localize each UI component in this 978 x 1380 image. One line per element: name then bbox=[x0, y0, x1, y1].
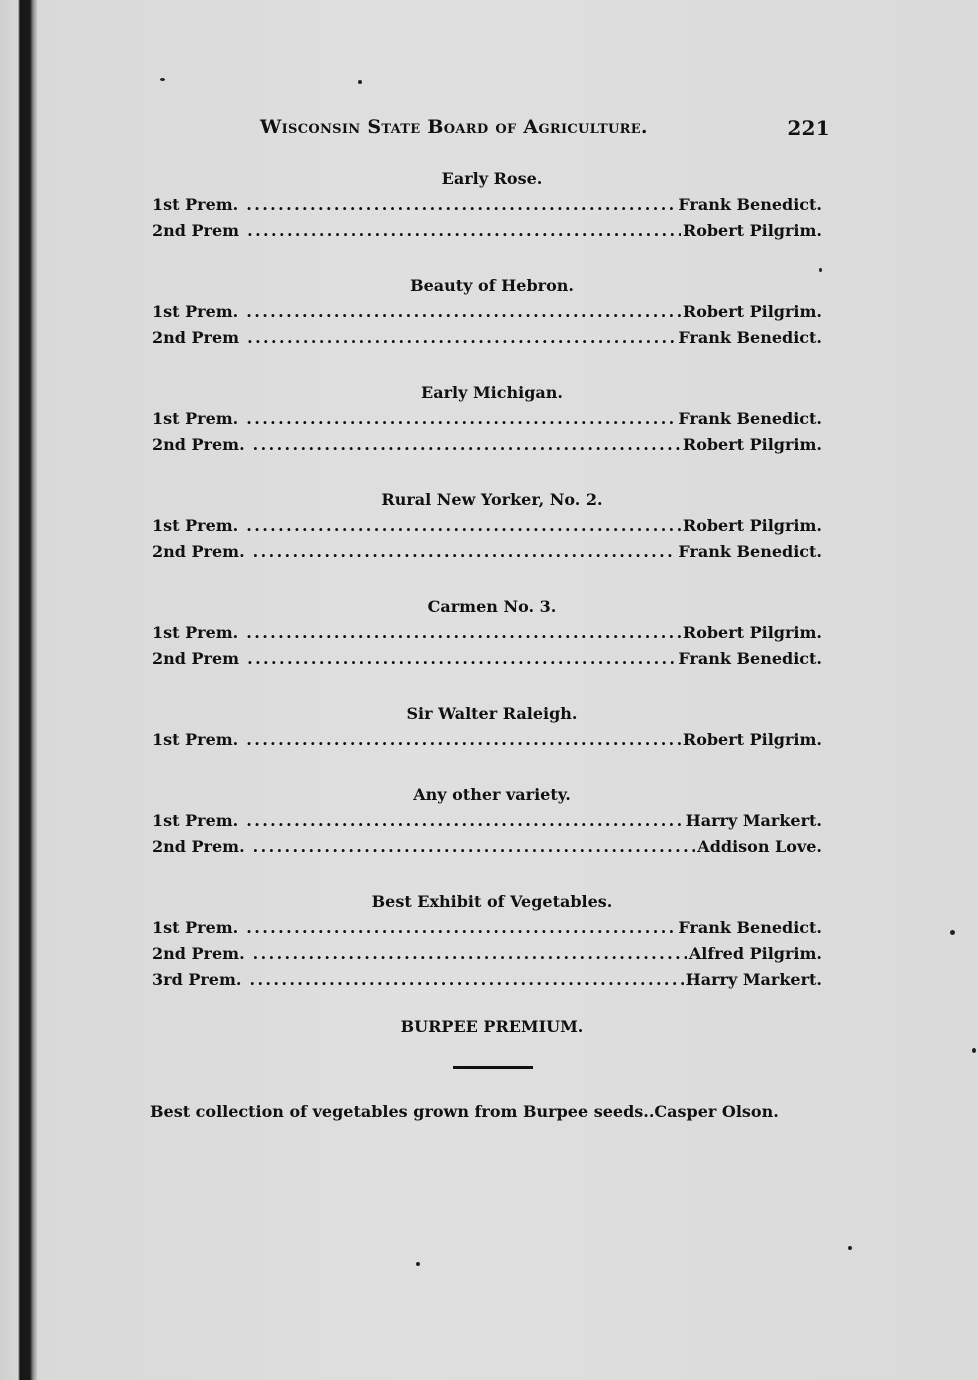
section-title: Any other variety. bbox=[413, 785, 571, 804]
premium-entry bbox=[152, 299, 822, 325]
running-title: Wisconsin State Board of Agriculture. bbox=[260, 116, 648, 138]
premium-entry bbox=[152, 620, 822, 646]
premium-entry bbox=[152, 192, 822, 218]
print-speck bbox=[416, 1262, 420, 1266]
book-spine-shadow bbox=[0, 0, 38, 1380]
section-sir-walter-raleigh bbox=[152, 701, 822, 753]
dot-leader bbox=[253, 539, 677, 565]
premium-label: 2nd Prem bbox=[152, 649, 240, 668]
premium-label: 3rd Prem. bbox=[152, 970, 242, 989]
dot-leader bbox=[246, 808, 683, 834]
document-page bbox=[38, 0, 978, 1380]
print-speck bbox=[950, 930, 955, 935]
dot-leader bbox=[247, 646, 676, 672]
section-title: Carmen No. 3. bbox=[427, 597, 557, 616]
dot-leader bbox=[253, 941, 687, 967]
print-speck bbox=[358, 80, 362, 84]
premium-entry bbox=[152, 834, 822, 860]
premium-entry bbox=[152, 513, 822, 539]
section-title: Early Rose. bbox=[441, 169, 543, 188]
premium-label: 1st Prem. bbox=[152, 811, 239, 830]
section-early-michigan bbox=[152, 380, 822, 458]
premium-winner: Robert Pilgrim. bbox=[682, 435, 822, 454]
premium-entry bbox=[152, 967, 822, 993]
premium-label: 2nd Prem bbox=[152, 328, 240, 347]
premium-label: 2nd Prem bbox=[152, 221, 240, 240]
section-title: Beauty of Hebron. bbox=[410, 276, 574, 295]
premium-label: 1st Prem. bbox=[152, 195, 239, 214]
premium-winner: Robert Pilgrim. bbox=[682, 221, 822, 240]
premium-winner: Frank Benedict. bbox=[678, 649, 822, 668]
premium-label: 2nd Prem. bbox=[152, 837, 245, 856]
premium-label: 1st Prem. bbox=[152, 623, 239, 642]
premium-label: 1st Prem. bbox=[152, 516, 239, 535]
premium-entry bbox=[152, 941, 822, 967]
section-title: Early Michigan. bbox=[421, 383, 563, 402]
premium-winner: Harry Markert. bbox=[685, 970, 822, 989]
dot-leader bbox=[246, 620, 681, 646]
print-speck bbox=[160, 78, 165, 81]
section-rural-new-yorker bbox=[152, 487, 822, 565]
premium-entry bbox=[152, 808, 822, 834]
premium-entry bbox=[152, 406, 822, 432]
dot-leader bbox=[246, 192, 676, 218]
premium-winner: Robert Pilgrim. bbox=[682, 623, 822, 642]
print-speck bbox=[972, 1048, 976, 1053]
dot-leader bbox=[247, 218, 681, 244]
section-title: Sir Walter Raleigh. bbox=[406, 704, 578, 723]
burpee-premium-entry: Best collection of vegetables grown from Burpee seeds..Casper Olson. bbox=[150, 1102, 779, 1121]
dot-leader bbox=[246, 915, 676, 941]
section-title: Rural New Yorker, No. 2. bbox=[381, 490, 603, 509]
premium-winner: Harry Markert. bbox=[685, 811, 822, 830]
premium-winner: Frank Benedict. bbox=[678, 542, 822, 561]
premium-entry bbox=[152, 727, 822, 753]
premium-label: 2nd Prem. bbox=[152, 944, 245, 963]
premium-label: 2nd Prem. bbox=[152, 542, 245, 561]
premium-entry bbox=[152, 432, 822, 458]
premium-winner: Frank Benedict. bbox=[678, 409, 822, 428]
burpee-premium-title: BURPEE PREMIUM. bbox=[400, 1017, 584, 1036]
premium-winner: Robert Pilgrim. bbox=[682, 730, 822, 749]
premium-label: 1st Prem. bbox=[152, 730, 239, 749]
premium-winner: Frank Benedict. bbox=[678, 918, 822, 937]
dot-leader bbox=[246, 727, 681, 753]
section-any-other-variety bbox=[152, 782, 822, 860]
premium-entry bbox=[152, 218, 822, 244]
print-speck bbox=[848, 1246, 852, 1250]
premium-label: 2nd Prem. bbox=[152, 435, 245, 454]
dot-leader bbox=[253, 834, 696, 860]
dot-leader bbox=[249, 967, 683, 993]
premium-entry bbox=[152, 915, 822, 941]
premium-entry bbox=[152, 325, 822, 351]
premium-label: 1st Prem. bbox=[152, 918, 239, 937]
premium-winner: Robert Pilgrim. bbox=[682, 302, 822, 321]
page-number: 221 bbox=[787, 116, 830, 140]
premium-winner: Frank Benedict. bbox=[678, 328, 822, 347]
premium-winner: Alfred Pilgrim. bbox=[688, 944, 822, 963]
premium-winner: Addison Love. bbox=[697, 837, 822, 856]
premium-label: 1st Prem. bbox=[152, 302, 239, 321]
section-carmen-no-3 bbox=[152, 594, 822, 672]
dot-leader bbox=[253, 432, 681, 458]
premium-label: 1st Prem. bbox=[152, 409, 239, 428]
section-early-rose bbox=[152, 166, 822, 244]
section-best-exhibit-of-vegetables bbox=[152, 889, 822, 993]
premium-entry bbox=[152, 539, 822, 565]
dot-leader bbox=[247, 325, 676, 351]
premium-winner: Frank Benedict. bbox=[678, 195, 822, 214]
section-beauty-of-hebron bbox=[152, 273, 822, 351]
dot-leader bbox=[246, 406, 676, 432]
running-header bbox=[260, 116, 830, 142]
premium-list bbox=[152, 166, 822, 1125]
section-title: Best Exhibit of Vegetables. bbox=[371, 892, 613, 911]
premium-winner: Robert Pilgrim. bbox=[682, 516, 822, 535]
dot-leader bbox=[246, 513, 681, 539]
premium-entry bbox=[152, 646, 822, 672]
section-divider-rule bbox=[453, 1066, 533, 1069]
dot-leader bbox=[246, 299, 681, 325]
